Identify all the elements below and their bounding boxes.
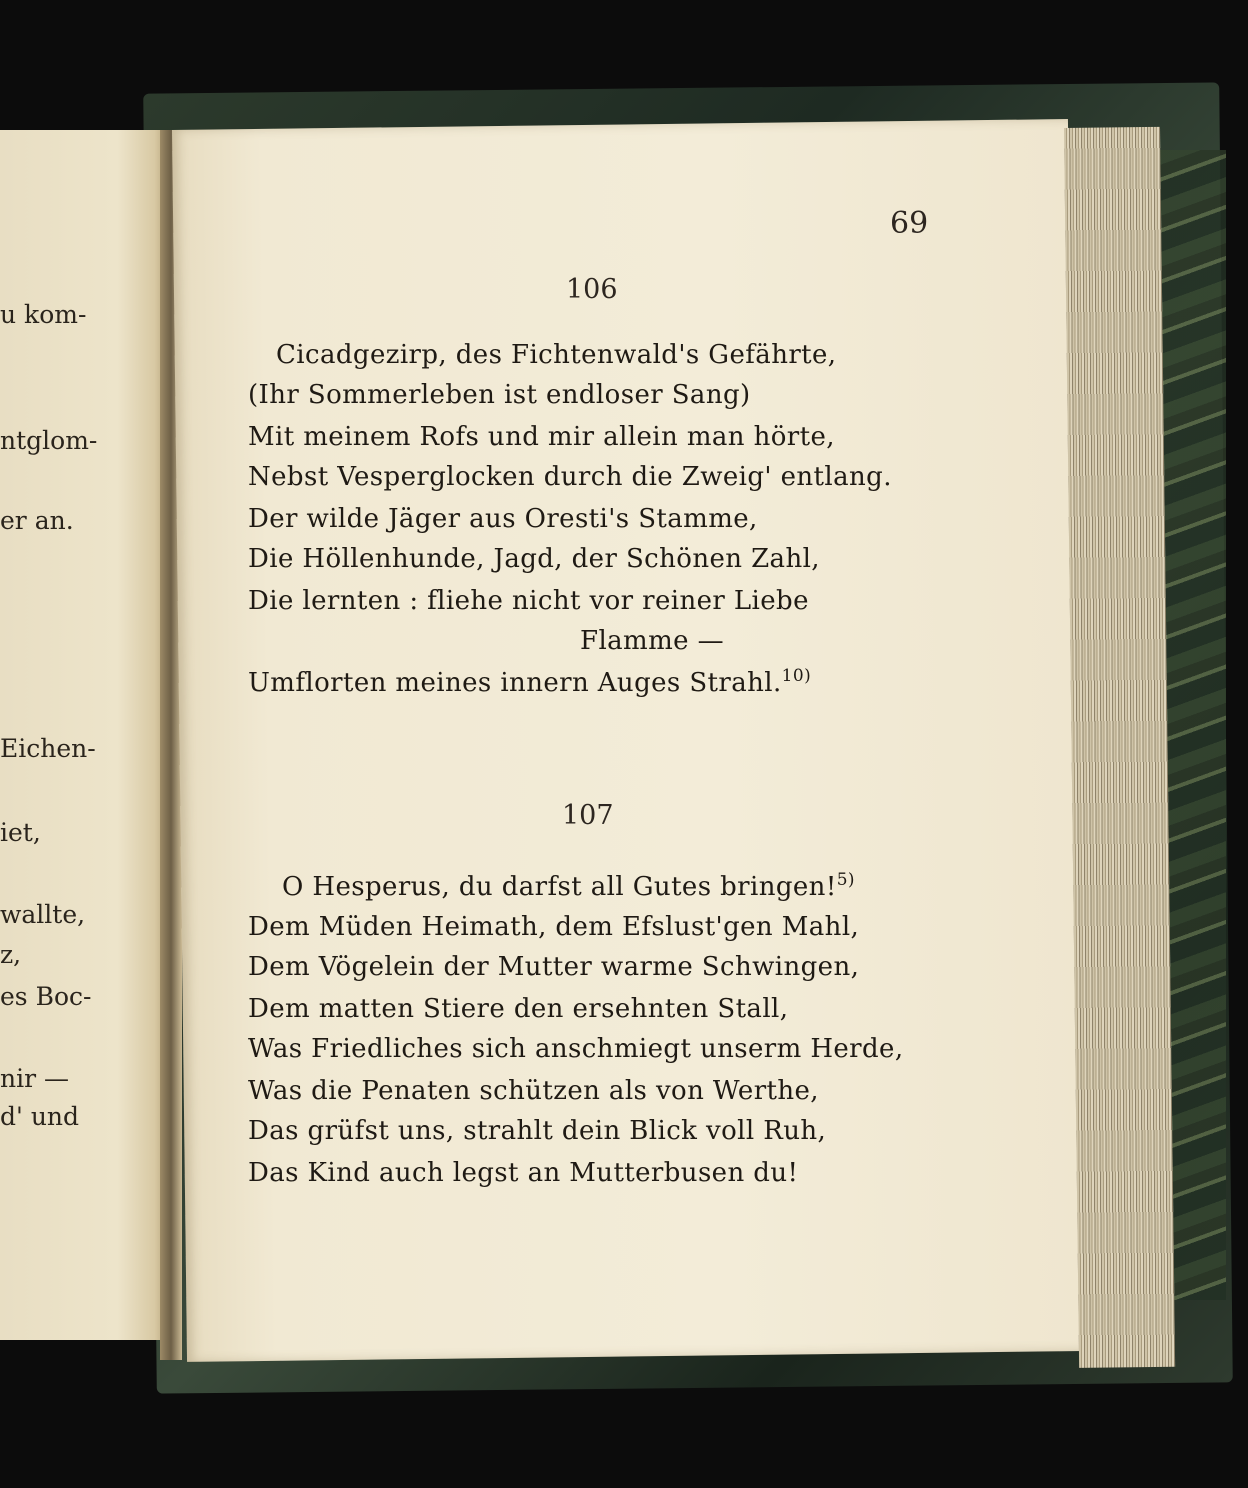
verse-line: Mit meinem Rofs und mir allein man hörte, xyxy=(248,422,835,452)
poem-number: 107 xyxy=(562,800,614,831)
page-number: 69 xyxy=(890,206,929,241)
left-line: u kom- xyxy=(0,300,87,329)
verse-line: Das grüfst uns, strahlt dein Blick voll Ruh, xyxy=(248,1116,827,1146)
left-line: nir — xyxy=(0,1064,69,1093)
left-line: z, xyxy=(0,940,22,969)
left-line: wallte, xyxy=(0,900,86,929)
verse-line: Was Friedliches sich anschmiegt unserm Herde, xyxy=(248,1034,904,1064)
footnote-marker: 10) xyxy=(781,666,812,686)
verse-line xyxy=(248,666,811,698)
verse-line: Der wilde Jäger aus Oresti's Stamme, xyxy=(248,504,758,534)
verse-line: Dem Müden Heimath, dem Efslust'gen Mahl, xyxy=(248,912,860,942)
left-line: iet, xyxy=(0,818,41,847)
verse-line: Was die Penaten schützen als von Werthe, xyxy=(248,1076,819,1106)
left-line: ntglom- xyxy=(0,426,98,455)
verse-line: Dem matten Stiere den ersehnten Stall, xyxy=(248,994,789,1024)
left-line: d' und xyxy=(0,1102,80,1131)
left-page xyxy=(0,130,168,1340)
verse-line: Das Kind auch legst an Mutterbusen du! xyxy=(248,1158,799,1188)
verse-line: (Ihr Sommerleben ist endloser Sang) xyxy=(248,380,751,410)
verse-text: Umflorten meines innern Auges Strahl. xyxy=(248,668,782,698)
page-edges xyxy=(1064,127,1175,1368)
verse-line: Dem Vögelein der Mutter warme Schwingen, xyxy=(248,952,860,982)
verse-line: Die Höllenhunde, Jagd, der Schönen Zahl, xyxy=(248,544,820,574)
left-line: Eichen- xyxy=(0,734,96,763)
poem-number: 106 xyxy=(566,274,618,305)
verse-line: Nebst Vesperglocken durch die Zweig' entlang. xyxy=(248,462,892,492)
verse-line: Flamme — xyxy=(580,626,725,656)
verse-line: Cicadgezirp, des Fichtenwald's Gefährte, xyxy=(276,340,837,370)
left-line: er an. xyxy=(0,506,74,535)
verse-text: O Hesperus, du darfst all Gutes bringen! xyxy=(282,872,837,902)
verse-line: Die lernten : fliehe nicht vor reiner Liebe xyxy=(248,586,809,616)
left-line: es Boc- xyxy=(0,982,92,1011)
verse-line xyxy=(282,870,855,902)
footnote-marker: 5) xyxy=(836,870,855,890)
